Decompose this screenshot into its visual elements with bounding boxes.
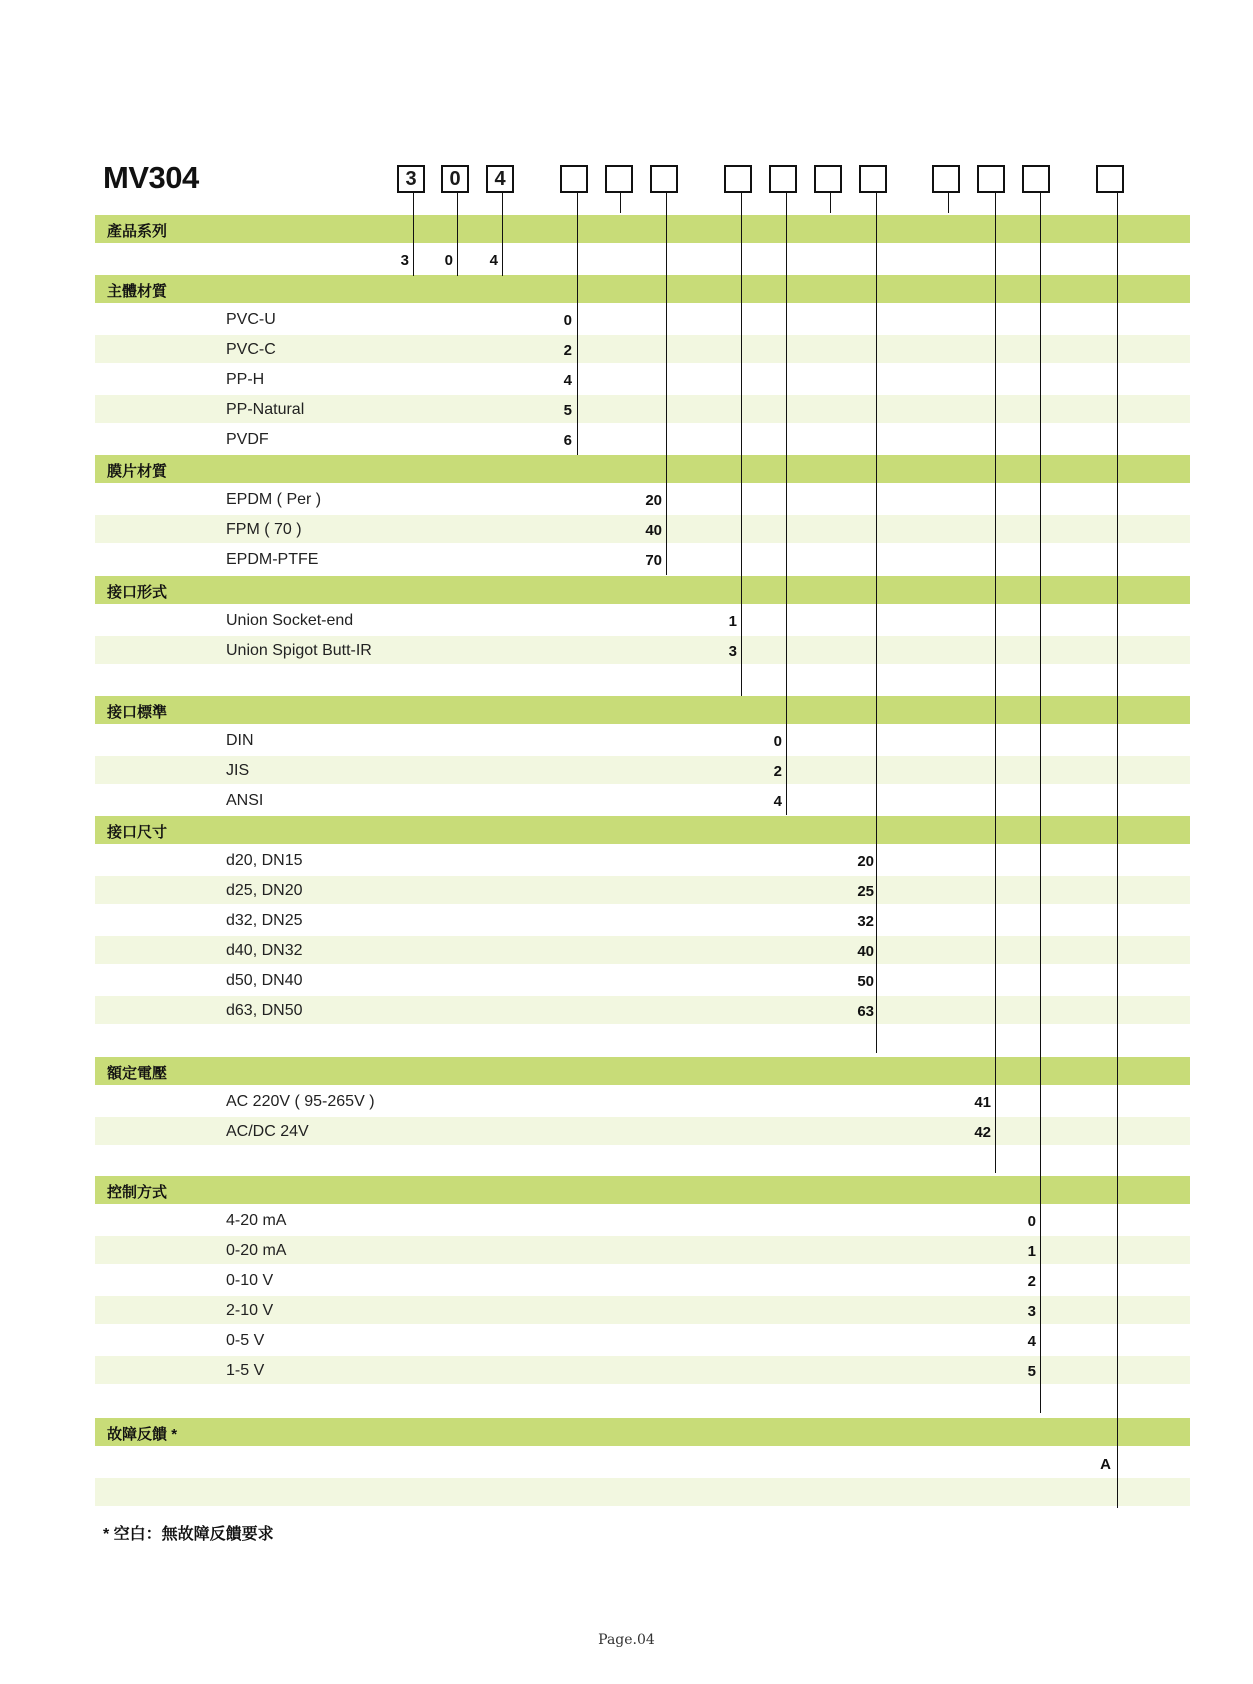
option-label: EPDM-PTFE <box>226 551 319 568</box>
option-label: Union Socket-end <box>226 612 354 629</box>
option-row <box>95 636 1190 664</box>
option-code: 1 <box>728 613 737 630</box>
connector-line <box>1040 193 1041 1413</box>
option-label: d25, DN20 <box>226 882 303 899</box>
section-title: 接口尺寸 <box>107 824 168 841</box>
series-code: 0 <box>444 252 453 269</box>
option-row <box>95 335 1190 363</box>
option-code: 6 <box>563 432 572 449</box>
connector-line <box>620 193 621 213</box>
fault-title: 故障反饋 <box>107 1426 168 1443</box>
option-label: PP-Natural <box>226 401 305 418</box>
option-code: 42 <box>974 1124 991 1141</box>
option-label: d63, DN50 <box>226 1002 303 1019</box>
code-box <box>977 165 1005 193</box>
option-label: d20, DN15 <box>226 852 303 869</box>
connector-line <box>577 193 578 455</box>
option-code: 20 <box>645 492 662 509</box>
option-label: AC 220V ( 95-265V ) <box>226 1093 375 1110</box>
code-box <box>1096 165 1124 193</box>
option-code: 63 <box>857 1003 874 1020</box>
connector-line <box>502 193 503 276</box>
section-control <box>95 1176 1190 1204</box>
option-code: 32 <box>857 913 874 930</box>
option-row <box>95 1087 1190 1115</box>
option-row <box>95 425 1190 453</box>
connector-line <box>666 193 667 575</box>
option-code: 5 <box>1027 1363 1036 1380</box>
code-box <box>724 165 752 193</box>
option-row <box>95 1448 1190 1476</box>
code-box <box>814 165 842 193</box>
option-label: PVC-C <box>226 341 276 358</box>
option-row <box>95 936 1190 964</box>
code-box: 0 <box>441 165 469 193</box>
option-row <box>95 996 1190 1024</box>
option-label: Union Spigot Butt-IR <box>226 642 372 659</box>
connector-line <box>1117 193 1118 1508</box>
option-row <box>95 395 1190 423</box>
option-code: 25 <box>857 883 874 900</box>
option-label: EPDM ( Per ) <box>226 491 322 508</box>
option-code: 20 <box>857 853 874 870</box>
section-title: 額定電壓 <box>107 1065 168 1082</box>
option-label: d40, DN32 <box>226 942 303 959</box>
option-row <box>95 906 1190 934</box>
code-box <box>932 165 960 193</box>
option-code: 2 <box>563 342 572 359</box>
code-box <box>605 165 633 193</box>
option-code: 3 <box>728 643 737 660</box>
option-row <box>95 846 1190 874</box>
series-code: 3 <box>400 252 409 269</box>
connector-line <box>948 193 949 213</box>
option-row <box>95 786 1190 814</box>
connector-line <box>830 193 831 213</box>
fault-title-mark: * <box>171 1426 178 1443</box>
option-code: 70 <box>645 552 662 569</box>
option-label: 4-20 mA <box>226 1212 287 1229</box>
section-title: 產品系列 <box>107 223 168 240</box>
option-label: DIN <box>226 732 254 749</box>
option-code: 4 <box>773 793 782 810</box>
option-code: 2 <box>1027 1273 1036 1290</box>
option-label: d32, DN25 <box>226 912 303 929</box>
code-box <box>560 165 588 193</box>
series-code: 4 <box>489 252 498 269</box>
option-label: 1-5 V <box>226 1362 265 1379</box>
section-series <box>95 215 1190 243</box>
connector-line <box>786 193 787 815</box>
option-label: 2-10 V <box>226 1302 274 1319</box>
option-row <box>95 1478 1190 1506</box>
option-label: PVC-U <box>226 311 276 328</box>
code-box <box>769 165 797 193</box>
option-label: JIS <box>226 762 250 779</box>
section-title: 主體材質 <box>107 283 168 300</box>
option-code: 4 <box>563 372 572 389</box>
option-label: ANSI <box>226 792 264 809</box>
section-diaphragm <box>95 455 1190 483</box>
connector-line <box>741 193 742 696</box>
connector-line <box>995 193 996 1173</box>
option-row <box>95 726 1190 754</box>
option-row <box>95 876 1190 904</box>
option-code: 41 <box>974 1094 991 1111</box>
option-label: d50, DN40 <box>226 972 303 989</box>
option-row <box>95 305 1190 333</box>
option-row <box>95 606 1190 634</box>
option-label: AC/DC 24V <box>226 1123 309 1140</box>
section-connection-size <box>95 816 1190 844</box>
section-body-material <box>95 275 1190 303</box>
option-code: 1 <box>1027 1243 1036 1260</box>
option-code: 2 <box>773 763 782 780</box>
section-title: 控制方式 <box>107 1184 168 1201</box>
option-row <box>95 966 1190 994</box>
code-box: 4 <box>486 165 514 193</box>
option-code: 40 <box>645 522 662 539</box>
section-title: 膜片材質 <box>107 463 168 480</box>
option-code: 0 <box>563 312 572 329</box>
option-label: PP-H <box>226 371 265 388</box>
option-code: 4 <box>1027 1333 1036 1350</box>
code-box <box>1022 165 1050 193</box>
footnote: * 空白：無故障反饋要求 <box>103 1526 274 1543</box>
option-row <box>95 365 1190 393</box>
option-row <box>95 756 1190 784</box>
page-number: Page.04 <box>598 1632 655 1648</box>
option-code: 0 <box>773 733 782 750</box>
section-connection-standard <box>95 696 1190 724</box>
section-connection-type <box>95 576 1190 604</box>
option-code: 0 <box>1027 1213 1036 1230</box>
section-title: 接口形式 <box>107 584 168 601</box>
option-label: 0-10 V <box>226 1272 274 1289</box>
option-code: 50 <box>857 973 874 990</box>
connector-line <box>457 193 458 276</box>
option-code: 5 <box>563 402 572 419</box>
section-title: 接口標準 <box>107 704 168 721</box>
option-label: 0-20 mA <box>226 1242 287 1259</box>
connector-line <box>876 193 877 1053</box>
option-label: PVDF <box>226 431 269 448</box>
connector-line <box>413 193 414 276</box>
option-code: 3 <box>1027 1303 1036 1320</box>
option-code: 40 <box>857 943 874 960</box>
option-label: FPM ( 70 ) <box>226 521 302 538</box>
option-label: 0-5 V <box>226 1332 265 1349</box>
code-box <box>650 165 678 193</box>
section-fault-feedback <box>95 1418 1190 1446</box>
option-code: A <box>1100 1456 1111 1473</box>
section-voltage <box>95 1057 1190 1085</box>
section-title <box>107 1423 177 1444</box>
product-title: MV304 <box>103 160 199 195</box>
code-box <box>859 165 887 193</box>
code-box: 3 <box>397 165 425 193</box>
option-row <box>95 1117 1190 1145</box>
